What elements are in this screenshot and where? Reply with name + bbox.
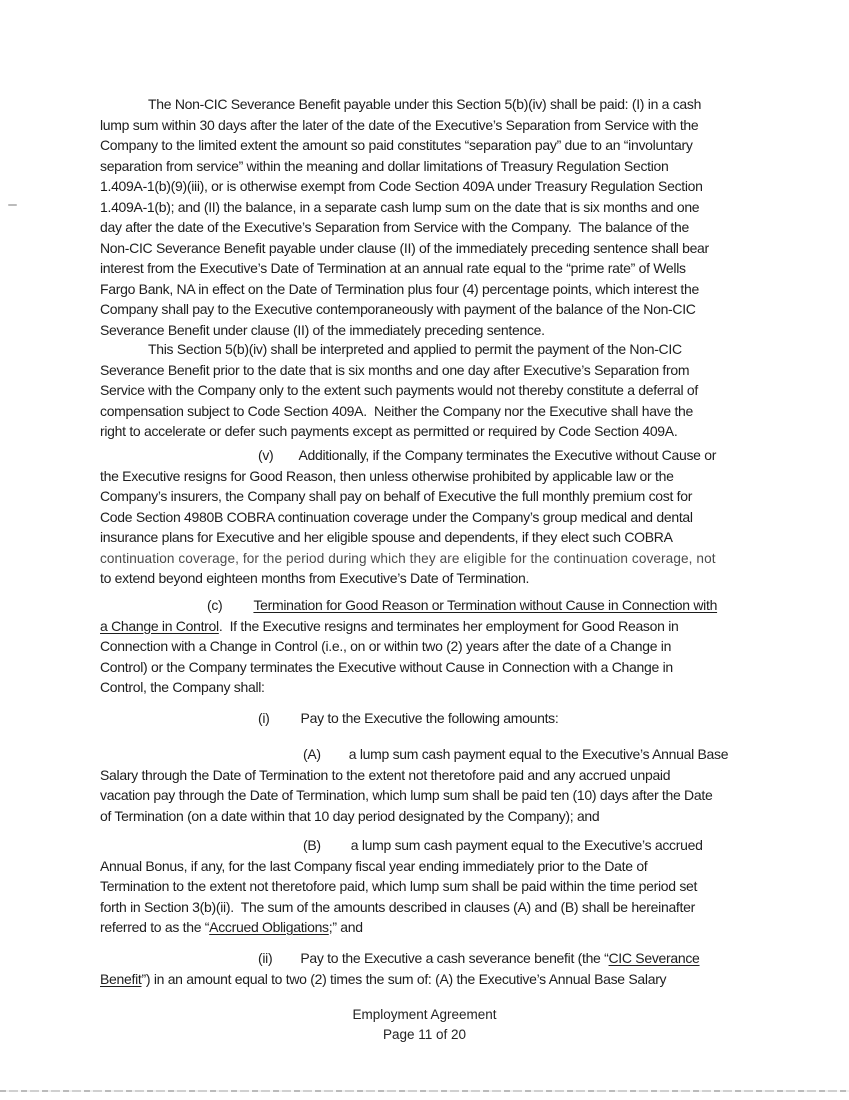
text-run: referred to as the “ [100, 919, 210, 935]
tab-spacer [222, 609, 253, 610]
text-line [100, 835, 785, 856]
text-run: day after the date of the Executive’s Separation from Service with the Company. The balance of the [100, 219, 689, 235]
text-run: interest from the Executive’s Date of Termination at an annual rate equal to the “prime rate” of Wells [100, 260, 686, 276]
text-run: (i) [258, 710, 270, 726]
para-section-5biv-interpretation [100, 339, 785, 442]
text-run: 1.409A-1(b); and (II) the balance, in a separate cash lump sum on the date that is six months and one [100, 198, 700, 215]
text-run: to extend beyond eighteen months from Executive’s Date of Termination. [100, 570, 530, 586]
text-run: separation from service” within the meaning and dollar limitations of Treasury Regulation Section [100, 157, 669, 174]
text-run: Severance Benefit prior to the date that is six months and one day after Executive’s Separation from [100, 361, 690, 378]
tab-spacer [100, 962, 258, 963]
tab-spacer [321, 758, 349, 759]
text-run: CIC Severance [608, 950, 700, 966]
text-run: a Change in Control [100, 617, 219, 634]
tab-spacer [100, 849, 303, 850]
text-run: Severance Benefit under clause (II) of the immediately preceding sentence. [100, 321, 545, 338]
text-line [100, 897, 785, 918]
tab-spacer [100, 353, 148, 354]
text-run: Accrued Obligations [209, 919, 329, 935]
text-line [100, 486, 785, 507]
text-line [100, 636, 785, 657]
text-run: a lump sum cash payment equal to the Executive’s accrued [350, 837, 703, 853]
text-line [100, 258, 785, 279]
text-run: Termination to the extent not theretofore paid, which lump sum shall be paid within the time period set [100, 878, 698, 894]
text-run: Connection with a Change in Control (i.e., on or within two (2) years after the date of a Change in [100, 638, 672, 654]
text-run: compensation subject to Code Section 409A. Neither the Company nor the Executive shall have the [100, 402, 694, 419]
text-run: of Termination (on a date within that 10 day period designated by the Company); and [100, 807, 600, 824]
para-i-pay-amounts [100, 708, 785, 729]
text-run: Pay to the Executive a cash severance benefit (the “ [300, 950, 609, 966]
para-noncic-benefit-payment [100, 94, 785, 340]
text-run: (A) [303, 746, 321, 762]
text-run: 1.409A-1(b)(9)(iii), or is otherwise exempt from Code Section 409A under Treasury Regulation Section [100, 178, 703, 194]
text-line [100, 765, 785, 786]
text-run: Benefit [100, 970, 142, 987]
text-run: Code Section 4980B COBRA continuation coverage under the Company’s group medical and dental [100, 508, 693, 525]
text-run: Non-CIC Severance Benefit payable under clause (II) of the immediately preceding sentence shall bear [100, 239, 709, 256]
text-run: (c) [207, 597, 223, 613]
text-run: ;” and [328, 919, 363, 935]
text-line [100, 217, 785, 238]
text-run: Termination for Good Reason or Termination without Cause in Connection with [253, 597, 718, 613]
text-line [100, 917, 785, 938]
footer-doc-title: Employment Agreement [352, 1007, 497, 1022]
text-line [100, 785, 785, 806]
text-run: Pay to the Executive the following amounts: [300, 710, 559, 726]
para-ii-cic-severance-benefit [100, 948, 785, 989]
text-line [100, 339, 785, 360]
text-run: Additionally, if the Company terminates the Executive without Cause or [298, 447, 717, 463]
text-run: Company shall pay to the Executive contemporaneously with payment of the balance of the Non-CIC [100, 301, 696, 317]
text-run: . If the Executive resigns and terminates her employment for Good Reason in [218, 617, 679, 634]
text-line [100, 876, 785, 897]
text-run: (ii) [258, 950, 273, 966]
text-line [100, 527, 785, 548]
text-run: (B) [303, 837, 321, 853]
text-line [100, 657, 785, 678]
text-line [100, 380, 785, 401]
text-line [100, 806, 785, 827]
text-line [100, 445, 785, 466]
para-v-cobra-continuation [100, 445, 785, 589]
text-run: Control, the Company shall: [100, 679, 265, 695]
text-run: insurance plans for Executive and her eligible spouse and dependents, if they elect such COBRA [100, 529, 673, 545]
text-run: the Executive resigns for Good Reason, then unless otherwise prohibited by applicable law or the [100, 467, 674, 484]
text-run: a lump sum cash payment equal to the Executive’s Annual Base [348, 746, 729, 762]
text-run: Service with the Company only to the extent such payments would not thereby constitute a deferral of [100, 382, 699, 398]
text-run: ”) in an amount equal to two (2) times the sum of: (A) the Executive’s Annual Base Salary [141, 970, 667, 987]
tab-spacer [100, 108, 148, 109]
text-line [100, 197, 785, 218]
text-run: vacation pay through the Date of Termination, which lump sum shall be paid ten (10) days after the Date [100, 787, 713, 803]
text-line [100, 94, 785, 115]
text-run: This Section 5(b)(iv) shall be interpreted and applied to permit the payment of the Non-CIC [148, 341, 682, 357]
tab-spacer [321, 849, 351, 850]
tab-spacer [100, 722, 258, 723]
footer-page-number: Page 11 of 20 [382, 1027, 467, 1042]
text-line [100, 744, 785, 765]
text-line [100, 507, 785, 528]
text-line [100, 279, 785, 300]
para-a-lump-sum-base-salary [100, 744, 785, 826]
tab-spacer [100, 758, 303, 759]
para-b-lump-sum-accrued-bonus [100, 835, 785, 938]
text-line [100, 320, 785, 341]
text-run: Annual Bonus, if any, for the last Company fiscal year ending immediately prior to the Date of [100, 857, 648, 874]
text-line [100, 466, 785, 487]
tab-spacer [273, 459, 298, 460]
text-run: (v) [258, 447, 274, 463]
text-line [100, 421, 785, 442]
text-run: Control) or the Company terminates the Executive without Cause in Connection with a Change in [100, 658, 673, 675]
text-run: Salary through the Date of Termination to the extent not theretofore paid and any accrued unpaid [100, 766, 671, 783]
text-line [100, 548, 785, 569]
text-line [100, 156, 785, 177]
text-line [100, 401, 785, 422]
text-line [100, 238, 785, 259]
text-line [100, 969, 785, 990]
text-line [100, 948, 785, 969]
page-footer [0, 1005, 849, 1045]
text-run: continuation coverage, for the period during which they are eligible for the continuation coverage, not [100, 550, 716, 566]
text-run: lump sum within 30 days after the later of the date of the Executive’s Separation from Service with the [100, 116, 699, 133]
text-line [100, 176, 785, 197]
tab-spacer [270, 722, 301, 723]
text-line [100, 708, 785, 729]
text-line [100, 360, 785, 381]
text-run: forth in Section 3(b)(ii). The sum of the amounts described in clauses (A) and (B) shall be hereinafter [100, 898, 695, 915]
text-line [100, 299, 785, 320]
text-line [100, 568, 785, 589]
tab-spacer [100, 459, 258, 460]
text-run: Company to the limited extent the amount so paid constitutes “separation pay” due to an “involuntary [100, 137, 693, 153]
text-run: Company’s insurers, the Company shall pay on behalf of Executive the full monthly premium cost for [100, 488, 693, 504]
para-c-termination-good-reason-cic [100, 595, 785, 698]
text-line [100, 677, 785, 698]
text-line [100, 616, 785, 637]
text-run: right to accelerate or defer such payments except as permitted or required by Code Section 409A. [100, 423, 678, 439]
text-run: Fargo Bank, NA in effect on the Date of Termination plus four (4) percentage points, which interest the [100, 280, 699, 297]
text-run: The Non-CIC Severance Benefit payable under this Section 5(b)(iv) shall be paid: (I) in a cash [148, 96, 702, 112]
tab-spacer [272, 962, 300, 963]
text-line [100, 135, 785, 156]
text-line [100, 115, 785, 136]
text-line [100, 595, 785, 616]
text-line [100, 856, 785, 877]
tab-spacer [100, 609, 207, 610]
scan-artifact-line [0, 1090, 849, 1092]
scan-artifact-dash [8, 204, 17, 206]
